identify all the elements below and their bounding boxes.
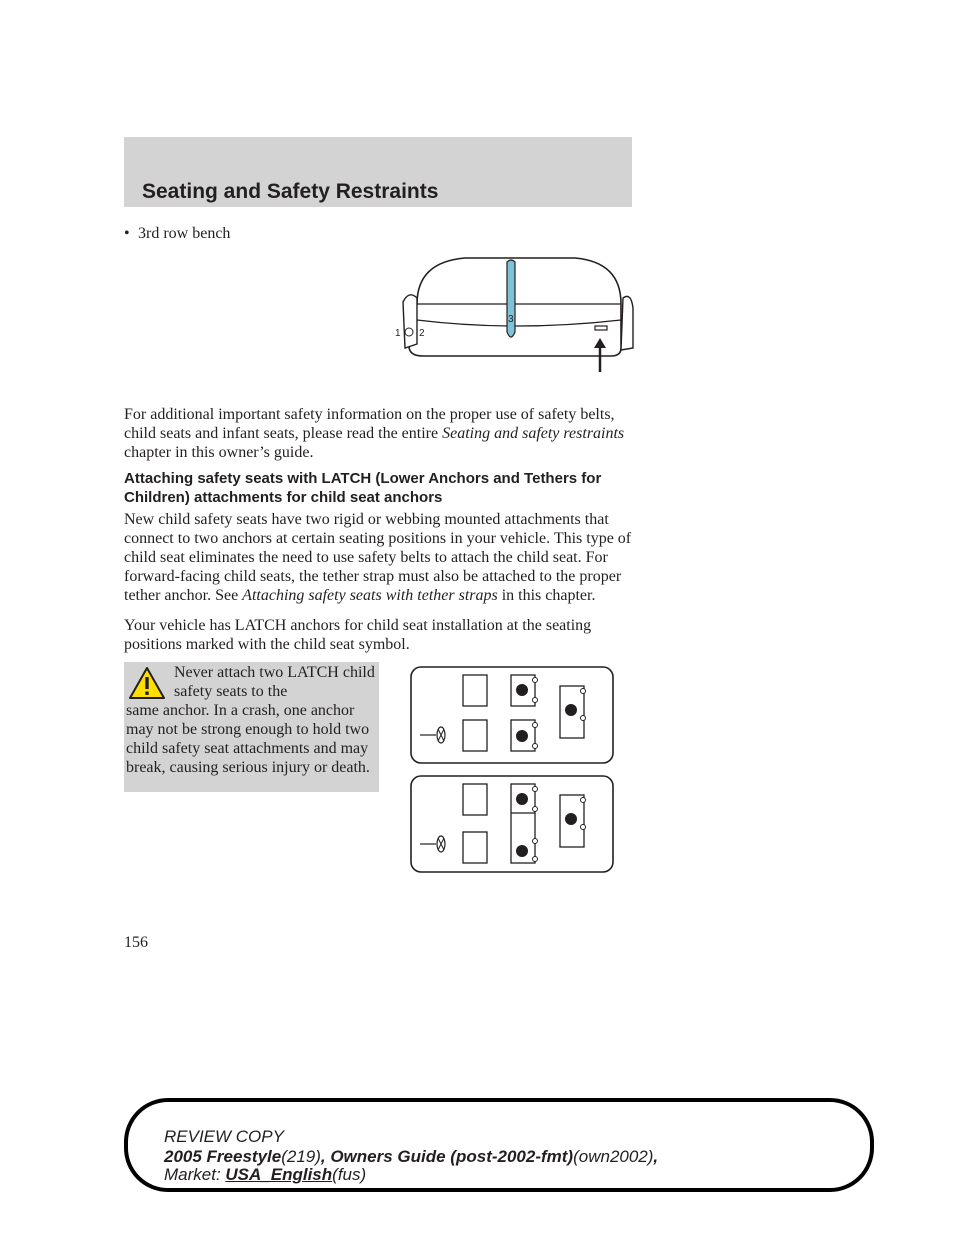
paragraph-anchors: Your vehicle has LATCH anchors for child seat installation at the seating positions marked with the child seat symbol. — [124, 617, 592, 653]
para1-em: Seating and safety restraints — [442, 425, 625, 442]
footer-guide: , Owners Guide (post-2002-fmt) — [320, 1147, 574, 1166]
bench-label-2: 2 — [419, 328, 425, 339]
section-heading: Attaching safety seats with LATCH (Lower Anchors and Tethers for Children) attachments for child seat anchors — [124, 470, 602, 506]
paragraph-safety-info — [124, 405, 644, 462]
page-number: 156 — [124, 934, 148, 951]
bullet-dot: • — [124, 225, 130, 242]
page-title: Seating and Safety Restraints — [142, 180, 439, 203]
bench-seat-illustration — [395, 252, 635, 376]
review-copy-market-line — [164, 1166, 366, 1184]
review-copy-label: REVIEW COPY — [164, 1127, 284, 1146]
review-copy-document-line — [164, 1148, 658, 1166]
footer-model-code: (219) — [281, 1147, 321, 1166]
footer-comma: , — [653, 1147, 659, 1166]
seating-diagram-top — [410, 666, 614, 764]
footer-guide-code: (own2002) — [573, 1147, 654, 1166]
bullet-item — [124, 224, 230, 243]
footer-model: 2005 Freestyle — [164, 1147, 282, 1166]
seating-diagram-bottom — [410, 775, 614, 873]
para1-text-b: chapter in this owner’s guide. — [124, 444, 314, 461]
para2-text-b: in this chapter. — [497, 587, 596, 604]
para2-em: Attaching safety seats with tether straps — [242, 587, 498, 604]
bench-label-1: 1 — [395, 328, 401, 339]
para2-text-a: New child safety seats have two rigid or webbing mounted attachments that connect to two anchors at certain seating positions in your vehicle. This type of child seat eliminates the need to use safety belts to attach the child seat. For forward-facing child seats, the tether strap must also be attached to the proper tether anchor. See — [124, 511, 632, 604]
bullet-text: 3rd row bench — [138, 225, 231, 242]
bench-label-3: 3 — [508, 314, 514, 325]
para1-text-a: For additional important safety information on the proper use of safety belts, child seats and infant seats, please read the entire — [124, 406, 615, 442]
footer-market-label: Market: — [164, 1165, 226, 1184]
footer-market: USA_English — [225, 1165, 333, 1184]
paragraph-latch — [124, 510, 644, 605]
warning-first-lines: Never attach two LATCH child safety seats to the — [174, 664, 375, 700]
footer-market-code: (fus) — [332, 1165, 367, 1184]
warning-rest: same anchor. In a crash, one anchor may not be strong enough to hold two child safety seat attachments and may break, causing serious injury or death. — [126, 702, 370, 776]
warning-text — [126, 663, 376, 777]
